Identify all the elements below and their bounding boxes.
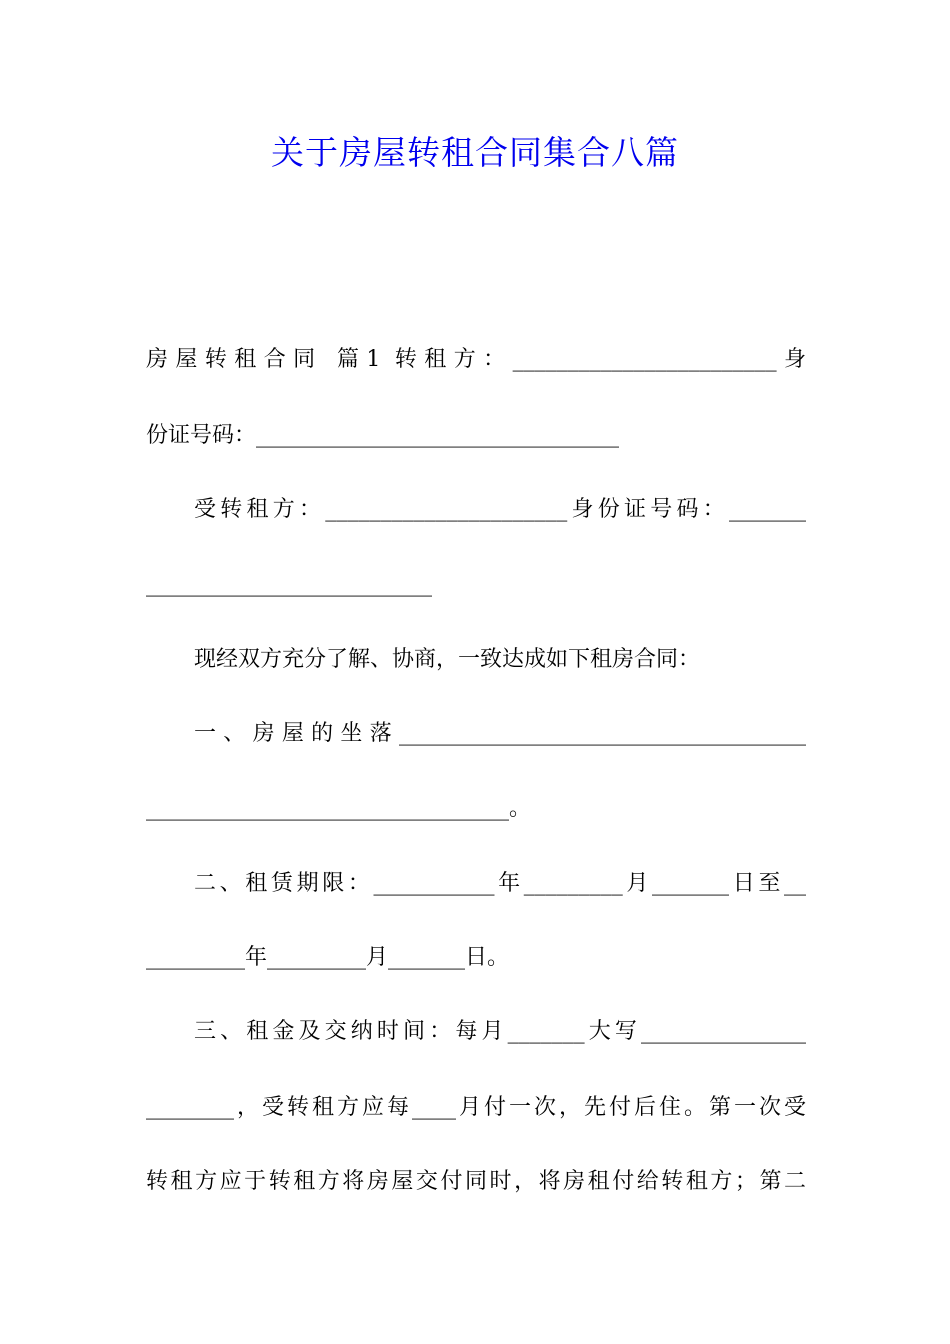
text-line-agreement-intro: 现经双方充分了解、协商，一致达成如下租房合同： [194,647,701,672]
text-line-id-number: 份证号码：_________________________________ [146,423,620,448]
text-line-clause-1-location: 一、房屋的坐落_____________________________________ [194,721,806,746]
text-line-sublessor: 房屋转租合同 篇1 转租方：________________________身 [146,347,806,372]
text-line-clause-3-cont-2: 转租方应于转租方将房屋交付同时，将房租付给转租方；第二 [146,1169,806,1194]
document-title: 关于房屋转租合同集合八篇 [271,133,679,172]
text-line-clause-2-cont: _________年_________月_______日。 [146,945,510,970]
text-line-clause-2-term: 二、租赁期限：___________年_________月_______日至__ [194,871,806,896]
text-line-clause-1-cont: _________________________________。 [146,796,532,821]
text-line-sublessee: 受转租方：______________________身份证号码：_______ [194,497,806,522]
text-line-clause-3-cont: ________，受转租方应每____月付一次，先付后住。第一次受 [146,1095,806,1120]
text-line-sublessee-id-cont: __________________________ [146,572,432,597]
text-line-clause-3-rent: 三、租金及交纳时间：每月_______大写_______________ [194,1019,806,1044]
